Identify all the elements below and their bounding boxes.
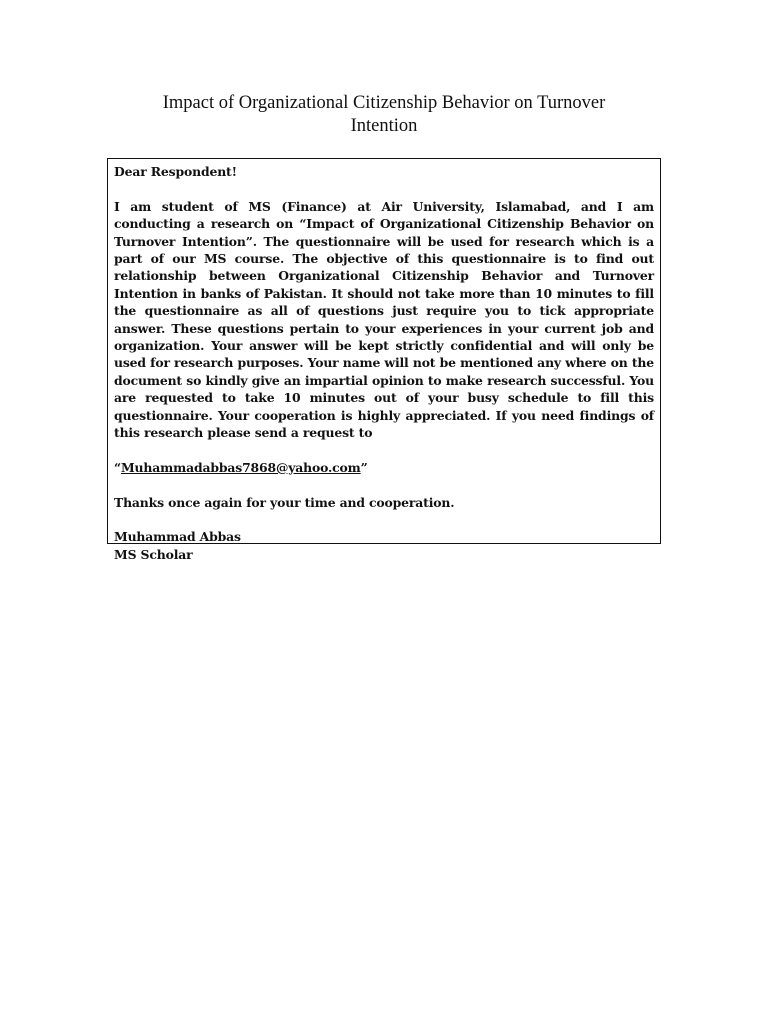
quote-open: “ [114,459,121,475]
thanks-line: Thanks once again for your time and cooperation. [114,494,455,510]
email-link[interactable]: Muhammadabbas7868@yahoo.com [120,459,361,475]
cover-letter-box [107,158,661,562]
body-paragraph: I am student of MS (Finance) at Air University, Islamabad, and I am conducting a research on “Impact of Organizational Citizenship Behavior on Turnover Intention”. The questionnaire will be used for research which is a part of our MS course. The objective of this questionnaire is to find out relationship between Organizational Citizenship Behavior and Turnover Intention in banks of Pakistan. It should not take more than 10 minutes to fill the questionnaire as all of questions just require you to tick appropriate answer. These questions pertain to your experiences in your current job and organization. Your answer will be kept strictly confidential and will only be used for research purposes. Your name will not be mentioned any where on the document so kindly give an impartial opinion to make research successful. You are requested to take 10 minutes out of your busy schedule to fill this questionnaire. Your cooperation is highly appreciated. If you need findings of this research please send a request to [114,198,654,441]
signature-name: Muhammad Abbas [114,529,241,545]
title-line-1: Impact of Organizational Citizenship Behavior on Turnover [162,93,606,113]
contact-email-line [114,459,654,476]
salutation: Dear Respondent! [114,164,237,179]
signature-title: MS Scholar [114,546,193,562]
title-line-2: Intention [350,116,418,136]
document-title [0,92,768,138]
quote-close: ” [360,459,368,475]
